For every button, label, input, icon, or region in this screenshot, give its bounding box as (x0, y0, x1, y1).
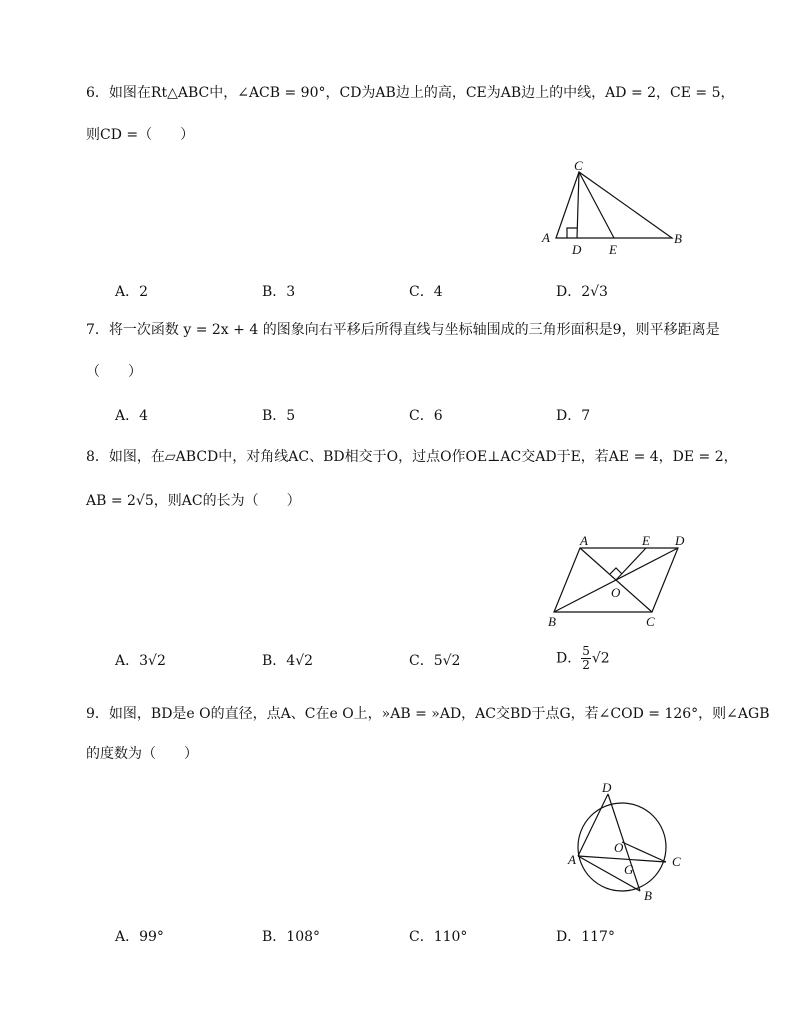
q6-option-c[interactable]: C．4 (409, 284, 443, 300)
q9-stem-line1: 9．如图，BD是e O的直径，点A、C在e O上，»AB = »AD，AC交BD于点G，若∠COD = 126°，则∠AGB (86, 706, 770, 722)
right-angle-mark (610, 568, 622, 574)
q9-option-c[interactable]: C．110° (409, 929, 468, 945)
q6-stem-line1: 6．如图在Rt△ABC中，∠ACB = 90°，CD为AB边上的高，CE为AB边上的中线，AD = 2，CE = 5， (86, 85, 735, 101)
label-e: E (609, 242, 617, 257)
label-c: C (646, 614, 655, 629)
q6-option-d[interactable]: D．2√3 (556, 284, 608, 300)
q7-option-b[interactable]: B．5 (262, 408, 296, 424)
q8-option-d-prefix: D． (556, 650, 582, 667)
q9-stem-line2: 的度数为（ ） (86, 746, 198, 762)
label-o: O (611, 585, 621, 600)
q8-option-b[interactable]: B．4√2 (262, 653, 314, 669)
label-b: B (644, 888, 652, 903)
label-e: E (642, 534, 650, 548)
label-b: B (674, 231, 682, 246)
label-a: A (542, 230, 550, 245)
chord-ac (578, 856, 666, 862)
chord-ad (578, 794, 608, 856)
q7-stem-line1: 7．将一次函数 y = 2x + 4 的图象向右平移后所得直线与坐标轴围成的三角形面积是9，则平移距离是 (86, 322, 720, 338)
q8-option-d-numerator: 5 (582, 644, 590, 658)
q7-option-a[interactable]: A．4 (115, 408, 149, 424)
q6-option-b[interactable]: B．3 (262, 284, 296, 300)
label-d: D (675, 534, 685, 548)
q8-option-d-suffix: √2 (591, 650, 610, 667)
q6-figure (530, 160, 700, 260)
q6-stem-line2: 则CD =（ ） (86, 127, 195, 143)
label-c: C (672, 854, 681, 869)
q9-figure (560, 780, 700, 910)
label-o: O (614, 840, 624, 855)
q7-stem-line2: （ ） (86, 364, 142, 380)
label-b: B (548, 614, 556, 629)
q8-option-a[interactable]: A．3√2 (115, 653, 166, 669)
q8-stem-line2: AB = 2√5，则AC的长为（ ） (86, 493, 301, 509)
altitude-cd (577, 172, 579, 238)
q8-option-c[interactable]: C．5√2 (409, 653, 461, 669)
label-a: A (580, 534, 588, 548)
label-d: D (602, 780, 612, 795)
q9-option-b[interactable]: B．108° (262, 929, 321, 945)
label-c: C (574, 160, 583, 173)
label-d: D (572, 242, 582, 257)
label-a: A (568, 852, 576, 867)
right-angle-mark (567, 228, 577, 238)
q8-figure (540, 534, 700, 634)
q7-option-d[interactable]: D．7 (556, 408, 591, 424)
segment-oe (616, 548, 646, 580)
q9-option-d[interactable]: D．117° (556, 929, 615, 945)
median-ce (579, 172, 614, 238)
q8-option-d-denominator: 2 (582, 658, 590, 672)
q6-option-a[interactable]: A．2 (115, 284, 149, 300)
q9-option-a[interactable]: A．99° (115, 929, 164, 945)
q8-stem-line1: 8．如图，在▱ABCD中，对角线AC、BD相交于O，过点O作OE⊥AC交AD于E，若AE = 4，DE = 2， (86, 449, 738, 465)
label-g: G (624, 862, 634, 877)
q7-option-c[interactable]: C．6 (409, 408, 443, 424)
q8-option-d[interactable] (556, 645, 610, 672)
q8-option-d-fraction (581, 645, 591, 672)
